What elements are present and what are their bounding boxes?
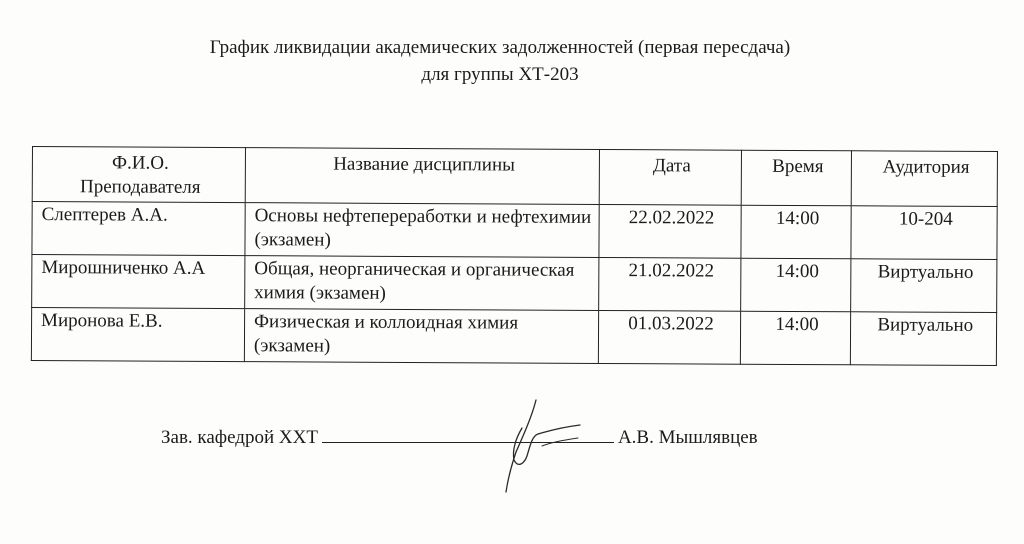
table-row — [31, 308, 996, 366]
header-room: Аудитория — [852, 151, 998, 207]
cell-time: 14:00 — [740, 311, 851, 365]
cell-discipline: Общая, неорганическая и органическая химия (экзамен) — [245, 256, 600, 311]
header-discipline: Название дисциплины — [245, 148, 600, 205]
table-row — [32, 255, 997, 313]
header-teacher-line-1: Ф.И.О. — [111, 152, 169, 174]
cell-teacher: Слептерев А.А. — [32, 202, 245, 256]
cell-discipline: Основы нефтепереработки и нефтехимии (экзамен) — [245, 203, 600, 258]
cell-date: 21.02.2022 — [599, 257, 740, 311]
exam-schedule-table — [31, 146, 998, 366]
cell-room: 10-204 — [851, 206, 997, 260]
cell-teacher: Миронова Е.В. — [31, 308, 244, 362]
cell-teacher: Мирошниченко А.А — [32, 255, 245, 309]
table-header-row — [32, 147, 997, 207]
signatory-name: А.В. Мышлявцев — [617, 427, 758, 448]
header-time: Время — [741, 150, 852, 206]
title-line-1: График ликвидации академических задолженностей (первая пересдача) — [209, 37, 791, 58]
title-line-2: для группы ХТ-203 — [421, 64, 579, 85]
cell-room: Виртуально — [851, 259, 997, 313]
cell-time: 14:00 — [740, 205, 851, 259]
cell-time: 14:00 — [740, 258, 851, 312]
header-date: Дата — [600, 149, 741, 205]
cell-date: 01.03.2022 — [599, 310, 740, 364]
cell-room: Виртуально — [851, 312, 997, 366]
signatory-position: Зав. кафедрой ХХТ — [161, 427, 318, 448]
header-teacher-line-2: Преподавателя — [79, 176, 201, 198]
signature-block — [161, 425, 758, 449]
document-title — [0, 34, 1000, 88]
header-teacher — [32, 147, 245, 203]
cell-discipline: Физическая и коллоидная химия (экзамен) — [244, 309, 599, 364]
handwritten-signature — [494, 394, 584, 494]
cell-date: 22.02.2022 — [599, 204, 740, 258]
table-row — [32, 202, 997, 260]
